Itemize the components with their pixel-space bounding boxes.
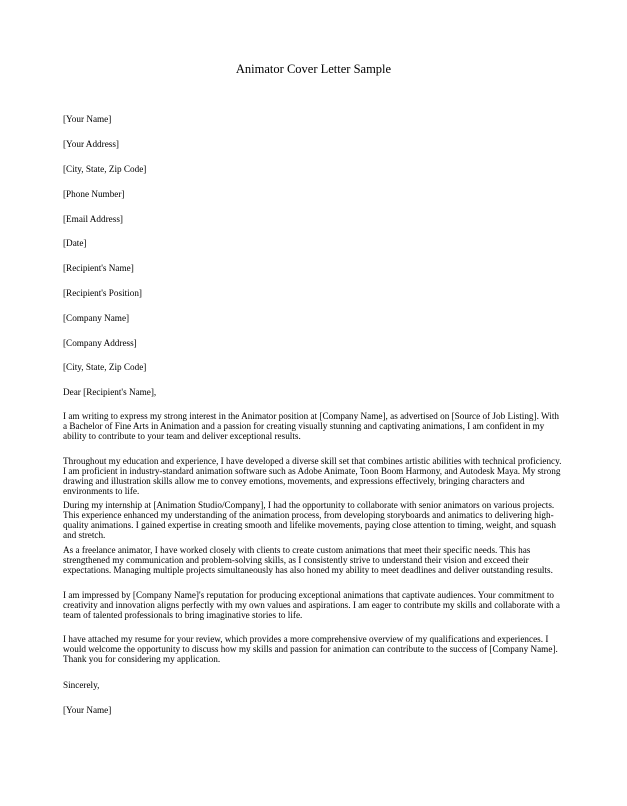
sender-email: [Email Address] (63, 214, 123, 224)
sender-city-state-zip: [City, State, Zip Code] (63, 164, 147, 174)
sender-address: [Your Address] (63, 139, 119, 149)
document-title: Animator Cover Letter Sample (235, 62, 392, 76)
body-paragraph-freelance: As a freelance animator, I have worked closely with clients to create custom animations that meet their specific needs. This has strengthened my communication and problem-solving skills, as I consistently strive to understand their vision and exceed their expectations. Managing multiple projects simultaneously has also honed my ability to meet deadlines and deliver outstanding results. (63, 545, 553, 575)
body-paragraph-intro: I am writing to express my strong interest in the Animator position at [Company Name], as advertised on [Source of Job Listing]. With a Bachelor of Fine Arts in Animation and a passion for creating visually stunning and captivating animations, I am confident in my ability to contribute to your team and deliver exceptional results. (63, 411, 560, 441)
letter-date: [Date] (63, 238, 87, 248)
body-paragraph-company: I am impressed by [Company Name]'s reputation for producing exceptional animations that captivate audiences. Your commitment to creativity and innovation aligns perfectly with my own values and aspirations. I am eager to contribute my skills and collaborate with a team of talented professionals to bring imaginative stories to life. (63, 590, 561, 620)
sender-name: [Your Name] (63, 114, 112, 124)
sender-phone: [Phone Number] (63, 189, 125, 199)
recipient-position: [Recipient's Position] (63, 288, 142, 298)
company-name: [Company Name] (63, 313, 130, 323)
recipient-name: [Recipient's Name] (63, 263, 134, 273)
salutation: Dear [Recipient's Name], (63, 387, 157, 397)
company-city-state-zip: [City, State, Zip Code] (63, 362, 147, 372)
body-paragraph-closing: I have attached my resume for your review, which provides a more comprehensive overview of my qualifications and experiences. I would welcome the opportunity to discuss how my skills and passion for animation can contribute to the success of [Company Name]. Thank you for considering my application. (63, 634, 558, 664)
company-address: [Company Address] (63, 338, 137, 348)
closing-line: Sincerely, (63, 680, 100, 690)
body-paragraph-internship: During my internship at [Animation Studio/Company], I had the opportunity to collaborate with senior animators on various projects. This experience enhanced my understanding of the animation process, from developing storyboards and animatics to delivering high-quality animations. I gained expertise in creating smooth and lifelike movements, paying close attention to timing, weight, and squash and stretch. (63, 500, 556, 540)
body-paragraph-skills: Throughout my education and experience, I have developed a diverse skill set that combines artistic abilities with technical proficiency. I am proficient in industry-standard animation software such as Adobe Animate, Toon Boom Harmony, and Autodesk Maya. My strong drawing and illustration skills allow me to convey emotions, movements, and expressions effectively, bringing characters and environments to life. (63, 456, 562, 496)
signature-name: [Your Name] (63, 705, 112, 715)
